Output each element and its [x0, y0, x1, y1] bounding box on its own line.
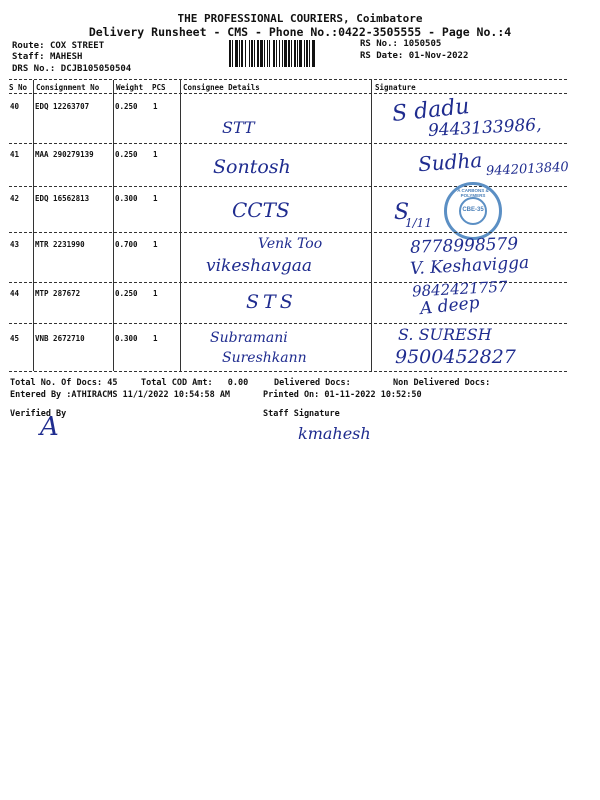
staff-signature-label: Staff Signature — [263, 409, 340, 419]
table-bottom-rule — [9, 371, 567, 372]
drs-line — [12, 64, 131, 74]
col-divider — [33, 80, 34, 371]
delivered-docs-label: Delivered Docs: — [274, 378, 351, 388]
cell-consignment: VNB 2672710 — [35, 334, 85, 343]
cell-sno: 43 — [10, 240, 20, 249]
handwritten-consignee-line2: Sureshkann — [222, 350, 307, 366]
col-header-sno: S No — [9, 83, 28, 92]
page-subtitle: Delivery Runsheet - CMS - Phone No.:0422-3505555 - Page No.:4 — [88, 25, 512, 39]
row-rule — [9, 323, 567, 324]
cell-sno: 45 — [10, 334, 20, 343]
page-title: THE PROFESSIONAL COURIERS, Coimbatore — [177, 12, 423, 25]
table-header-rule — [9, 93, 567, 94]
total-cod — [141, 378, 248, 388]
cell-pcs: 1 — [153, 289, 158, 298]
col-divider — [113, 80, 114, 371]
staff-value: MAHESH — [49, 52, 83, 62]
handwritten-signature: S. SURESH — [398, 325, 492, 344]
cell-pcs: 1 — [153, 240, 158, 249]
col-header-signature: Signature — [375, 83, 416, 92]
col-divider — [180, 80, 181, 371]
handwritten-consignee: Sontosh — [213, 156, 291, 178]
cell-weight: 0.300 — [115, 334, 138, 343]
route-value: COX STREET — [49, 41, 105, 51]
staff-signature: kmahesh — [298, 424, 371, 443]
col-header-consignee: Consignee Details — [183, 83, 260, 92]
drs-label: DRS No.: — [12, 64, 56, 74]
cell-sno: 41 — [10, 150, 20, 159]
handwritten-phone: 8778998579 — [409, 234, 519, 258]
rs-date-line — [360, 51, 468, 61]
route-label: Route: — [12, 41, 45, 51]
handwritten-signature: S — [394, 200, 410, 225]
total-docs — [10, 378, 118, 388]
col-header-weight: Weight — [116, 83, 144, 92]
stamp-center-text: CBE-35 — [462, 207, 484, 213]
cell-sno: 44 — [10, 289, 20, 298]
cell-pcs: 1 — [153, 334, 158, 343]
handwritten-date: 1/11 — [405, 216, 432, 230]
total-cod-label: Total COD Amt: — [141, 378, 213, 388]
handwritten-consignee: Venk Too — [258, 236, 323, 252]
handwritten-consignee: Subramani — [210, 330, 288, 346]
handwritten-phone: 9442013840 — [485, 159, 570, 180]
cell-sno: 40 — [10, 102, 20, 111]
handwritten-consignee-line2: vikeshavgaa — [206, 256, 312, 276]
cell-weight: 0.250 — [115, 289, 138, 298]
staff-label: Staff: — [12, 52, 45, 62]
row-rule — [9, 143, 567, 144]
handwritten-consignee: CCTS — [232, 198, 290, 222]
staff-line — [12, 52, 82, 62]
route-line — [12, 41, 104, 51]
stamp-ring-text: A CARBONS & POLYMERS — [457, 188, 489, 198]
rs-date-value: 01-Nov-2022 — [408, 51, 469, 61]
cell-weight: 0.700 — [115, 240, 138, 249]
cell-weight: 0.300 — [115, 194, 138, 203]
cell-sno: 42 — [10, 194, 20, 203]
handwritten-signature: Sudha — [417, 147, 483, 177]
handwritten-signature: A deep — [419, 292, 481, 320]
handwritten-signature: S dadu — [390, 94, 471, 127]
rs-no-line — [360, 39, 441, 49]
drs-value: DCJB105050504 — [60, 64, 132, 74]
cell-pcs: 1 — [153, 194, 158, 203]
cell-pcs: 1 — [153, 102, 158, 111]
cell-weight: 0.250 — [115, 102, 138, 111]
rs-no-value: 1050505 — [403, 39, 442, 49]
rs-date-label: RS Date: — [360, 51, 404, 61]
row-rule — [9, 232, 567, 233]
handwritten-phone: 9842421757 — [411, 277, 508, 301]
handwritten-phone: 9500452827 — [395, 346, 516, 368]
handwritten-phone: 9443133986, — [427, 115, 543, 141]
cell-weight: 0.250 — [115, 150, 138, 159]
handwritten-consignee: STT — [222, 118, 255, 137]
total-docs-value: 45 — [107, 378, 118, 388]
table-top-rule — [9, 79, 567, 80]
cell-consignment: EDQ 12263707 — [35, 102, 90, 111]
cell-consignment: EDQ 16562813 — [35, 194, 90, 203]
non-delivered-docs-label: Non Delivered Docs: — [393, 378, 491, 388]
verified-signature: A — [40, 412, 59, 442]
col-divider — [371, 80, 372, 371]
col-header-pcs: PCS — [152, 83, 166, 92]
total-docs-label: Total No. Of Docs: — [10, 378, 103, 388]
verified-by-label: Verified By — [10, 409, 67, 419]
handwritten-consignee: STS — [246, 291, 297, 313]
cell-consignment: MAA 290279139 — [35, 150, 94, 159]
total-cod-value: 0.00 — [227, 378, 249, 388]
cell-consignment: MTP 287672 — [35, 289, 81, 298]
printed-on: Printed On: 01-11-2022 10:52:50 — [263, 390, 422, 400]
rs-no-label: RS No.: — [360, 39, 398, 49]
cell-consignment: MTR 2231990 — [35, 240, 85, 249]
col-header-consignment: Consignment No — [36, 83, 100, 92]
entered-by: Entered By :ATHIRACMS 11/1/2022 10:54:58 AM — [10, 390, 231, 400]
handwritten-signature: V. Keshavigga — [409, 252, 530, 280]
barcode — [228, 40, 353, 67]
cell-pcs: 1 — [153, 150, 158, 159]
